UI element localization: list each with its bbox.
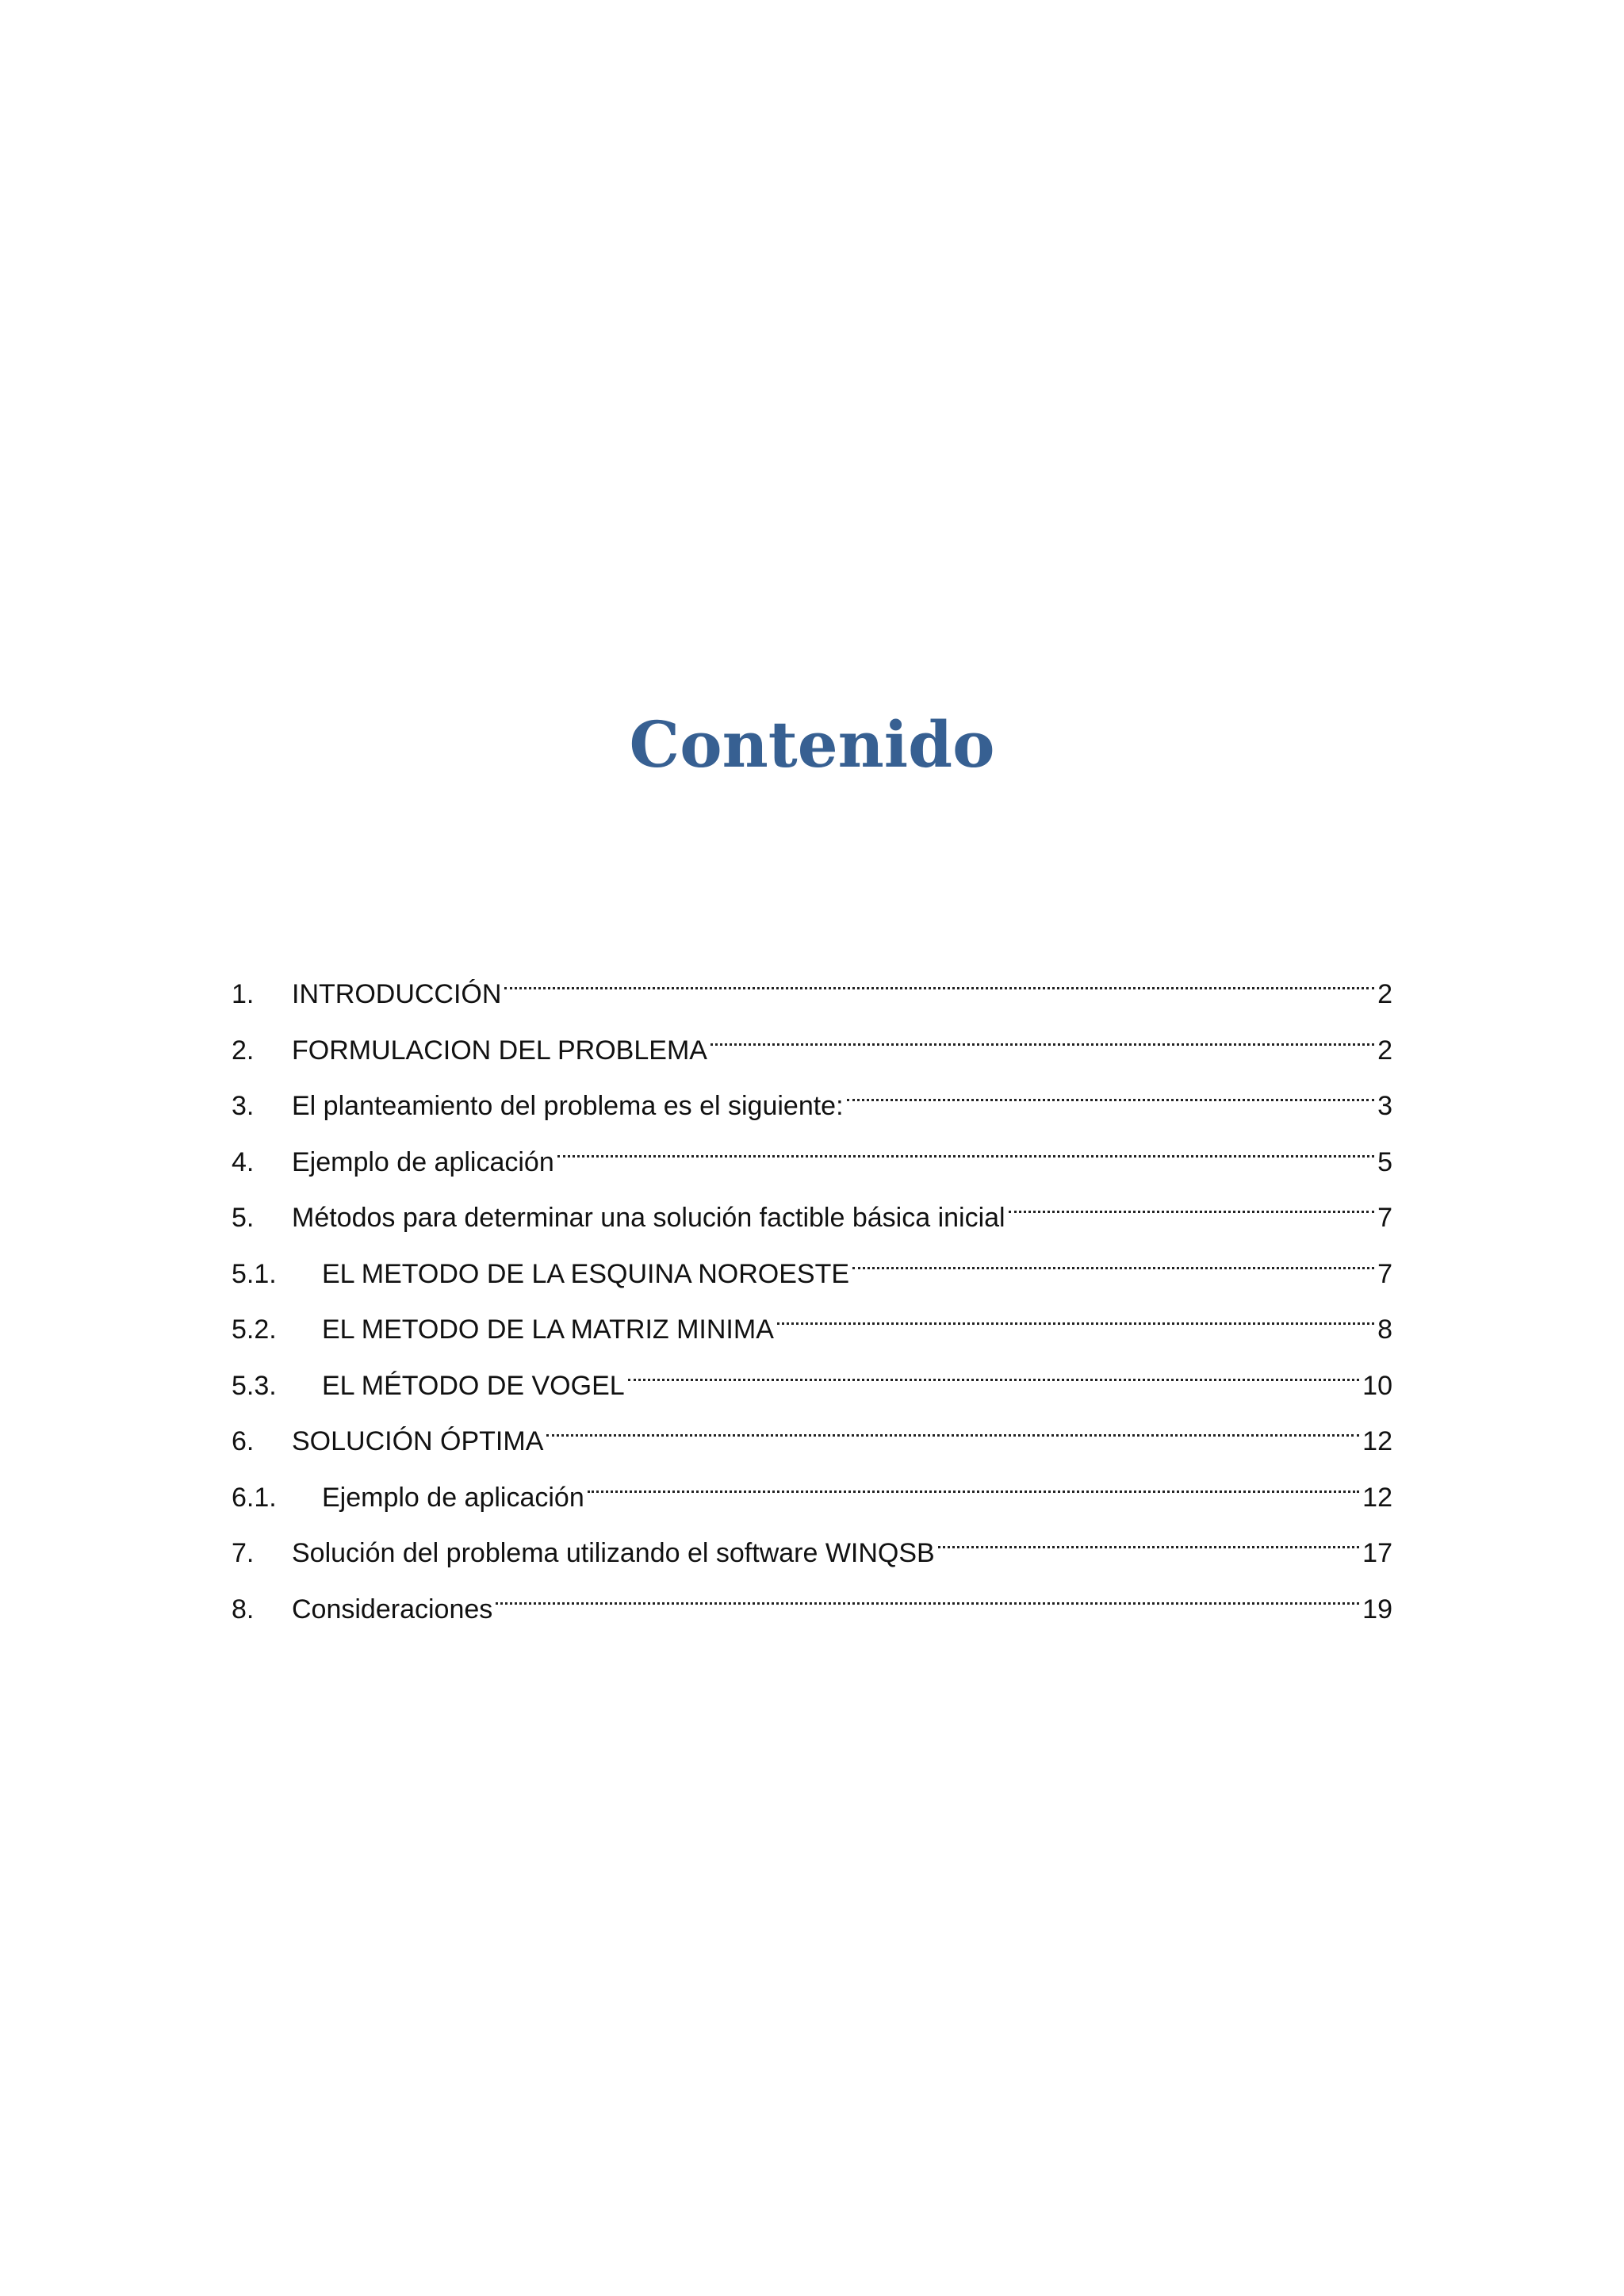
- toc-dot-leader: [546, 1395, 1359, 1450]
- toc-dot-leader: [628, 1339, 1360, 1395]
- toc-entry[interactable]: [232, 1004, 1392, 1066]
- toc-entry[interactable]: [232, 1059, 1392, 1121]
- toc-dot-leader: [710, 1004, 1374, 1059]
- toc-entry-title: EL METODO DE LA ESQUINA NOROESTE: [322, 1258, 850, 1289]
- toc-entry-number: 8.: [232, 1594, 255, 1624]
- toc-entry[interactable]: [232, 1395, 1392, 1456]
- toc-entry-title: Métodos para determinar una solución factible básica inicial: [292, 1203, 1005, 1233]
- toc-entry-page: 7: [1377, 1258, 1392, 1289]
- toc-heading: Contenido: [629, 706, 995, 782]
- toc-entry-page: 2: [1377, 1035, 1392, 1066]
- toc-entry-number: 5.: [232, 1203, 255, 1233]
- toc-dot-leader: [1009, 1171, 1374, 1226]
- toc-entry-number: 7.: [232, 1538, 255, 1568]
- toc-entry-title: EL MÉTODO DE VOGEL: [322, 1370, 625, 1401]
- toc-entry-page: 10: [1362, 1370, 1392, 1401]
- toc-dot-leader: [557, 1115, 1374, 1171]
- toc-entry-title: Ejemplo de aplicación: [322, 1482, 584, 1513]
- toc-entry-number: 3.: [232, 1091, 255, 1121]
- toc-entry-number: 2.: [232, 1035, 255, 1066]
- toc-entry-page: 12: [1362, 1426, 1392, 1456]
- toc-entry-page: 12: [1362, 1482, 1392, 1513]
- toc-dot-leader: [588, 1451, 1359, 1506]
- toc-entry-number: 6.: [232, 1426, 255, 1456]
- toc-entry-number: 6.1.: [232, 1482, 277, 1513]
- toc-entry-number: 4.: [232, 1146, 255, 1177]
- toc-entry-title: El planteamiento del problema es el siguiente:: [292, 1091, 844, 1121]
- toc-dot-leader: [496, 1563, 1359, 1618]
- table-of-contents: [232, 947, 1392, 1624]
- toc-entry-page: 5: [1377, 1146, 1392, 1177]
- toc-dot-leader: [852, 1227, 1374, 1283]
- toc-entry-title: Consideraciones: [292, 1594, 493, 1624]
- toc-entry-number: 5.1.: [232, 1258, 277, 1289]
- toc-entry-page: 8: [1377, 1314, 1392, 1345]
- toc-entry[interactable]: [232, 1171, 1392, 1233]
- toc-subentry[interactable]: [232, 1339, 1392, 1401]
- toc-subentry[interactable]: [232, 1451, 1392, 1513]
- toc-entry[interactable]: [232, 1115, 1392, 1177]
- toc-entry-title: EL METODO DE LA MATRIZ MINIMA: [322, 1314, 774, 1345]
- toc-entry-page: 19: [1362, 1594, 1392, 1624]
- toc-entry[interactable]: [232, 1563, 1392, 1624]
- toc-entry[interactable]: [232, 947, 1392, 1009]
- toc-subentry[interactable]: [232, 1283, 1392, 1345]
- toc-dot-leader: [938, 1506, 1359, 1562]
- toc-entry[interactable]: [232, 1506, 1392, 1568]
- toc-entry-title: SOLUCIÓN ÓPTIMA: [292, 1426, 544, 1456]
- toc-entry-page: 17: [1362, 1538, 1392, 1568]
- toc-entry-page: 7: [1377, 1203, 1392, 1233]
- toc-entry-title: INTRODUCCIÓN: [292, 979, 502, 1009]
- toc-dot-leader: [777, 1283, 1374, 1338]
- toc-entry-title: Solución del problema utilizando el software WINQSB: [292, 1538, 935, 1568]
- toc-entry-title: FORMULACION DEL PROBLEMA: [292, 1035, 707, 1066]
- toc-entry-title: Ejemplo de aplicación: [292, 1146, 554, 1177]
- toc-entry-number: 5.3.: [232, 1370, 277, 1401]
- toc-entry-page: 3: [1377, 1091, 1392, 1121]
- toc-entry-page: 2: [1377, 979, 1392, 1009]
- toc-entry-number: 1.: [232, 979, 255, 1009]
- toc-dot-leader: [847, 1059, 1375, 1115]
- toc-entry-number: 5.2.: [232, 1314, 277, 1345]
- toc-subentry[interactable]: [232, 1227, 1392, 1289]
- toc-dot-leader: [504, 947, 1374, 1003]
